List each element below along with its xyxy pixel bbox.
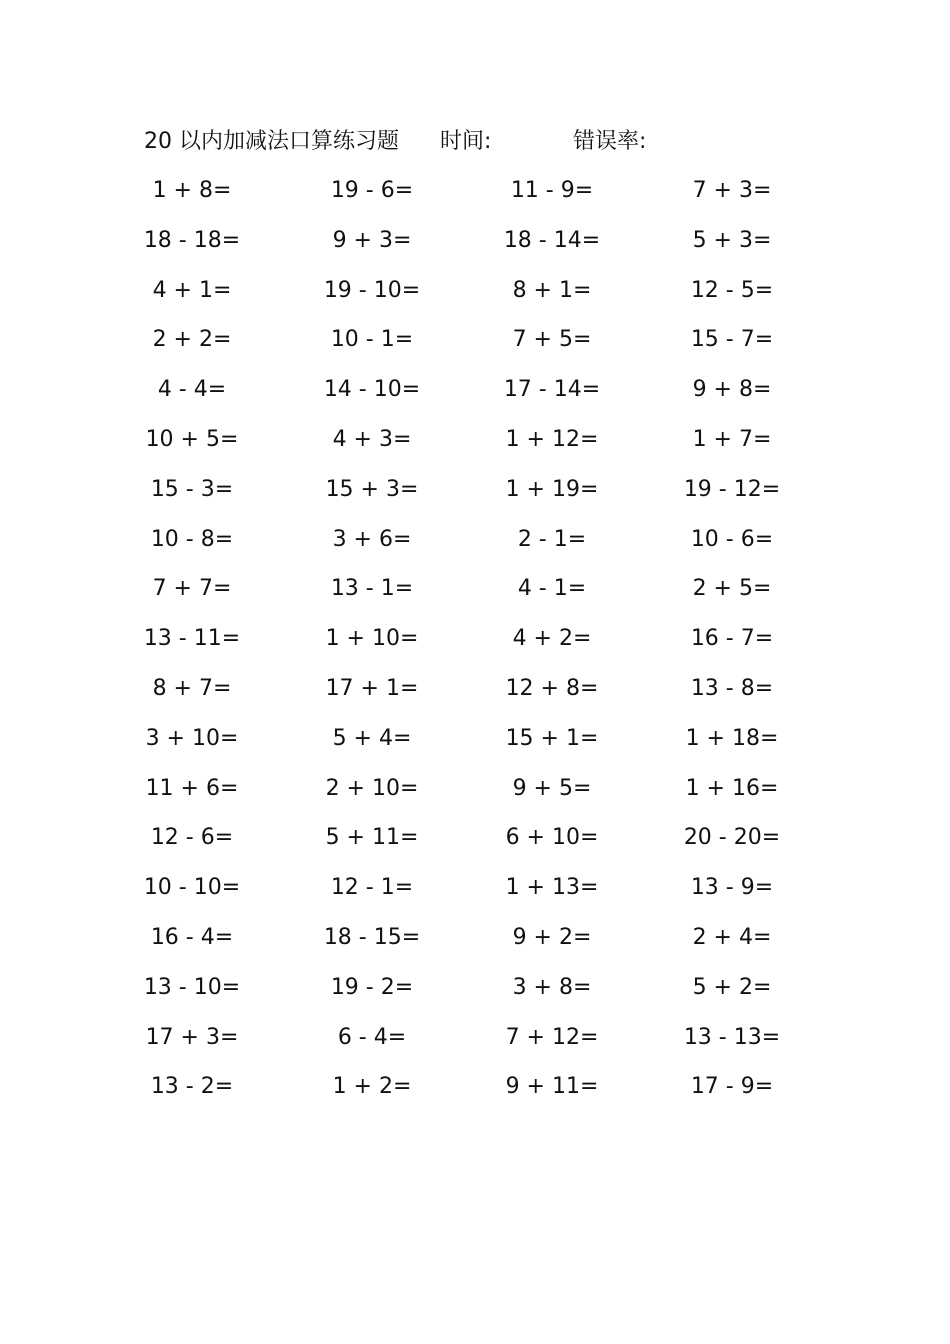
problem-item: 19 - 10=	[323, 278, 421, 303]
problem-item: 4 + 2=	[512, 626, 592, 651]
problem-item: 19 - 2=	[330, 975, 414, 1000]
problem-item: 2 + 2=	[152, 327, 232, 352]
problem-item: 19 - 12=	[683, 477, 781, 502]
worksheet-title: 20 以内加减法口算练习题	[144, 129, 399, 154]
problem-item: 2 + 10=	[325, 776, 419, 801]
problem-item: 17 - 14=	[503, 377, 601, 402]
problem-item: 1 + 18=	[685, 726, 779, 751]
problem-item: 13 - 1=	[330, 576, 414, 601]
problem-item: 15 + 1=	[505, 726, 599, 751]
problem-item: 11 + 6=	[145, 776, 239, 801]
problem-item: 1 + 7=	[692, 427, 772, 452]
problem-item: 19 - 6=	[330, 178, 414, 203]
problem-item: 4 + 1=	[152, 278, 232, 303]
problem-item: 9 + 5=	[512, 776, 592, 801]
problem-item: 13 - 10=	[143, 975, 241, 1000]
problem-item: 15 - 3=	[150, 477, 234, 502]
problem-item: 12 - 1=	[330, 875, 414, 900]
problem-item: 4 - 1=	[517, 576, 587, 601]
problem-item: 13 - 13=	[683, 1025, 781, 1050]
problem-item: 4 - 4=	[157, 377, 227, 402]
problem-item: 16 - 4=	[150, 925, 234, 950]
problem-item: 6 + 10=	[505, 825, 599, 850]
problem-item: 10 - 10=	[143, 875, 241, 900]
problem-item: 12 + 8=	[505, 676, 599, 701]
error-rate-label: 错误率:	[573, 129, 647, 154]
problem-item: 9 + 3=	[332, 228, 412, 253]
problem-item: 13 - 9=	[690, 875, 774, 900]
problem-item: 9 + 2=	[512, 925, 592, 950]
problem-item: 2 - 1=	[517, 527, 587, 552]
problem-item: 1 + 19=	[505, 477, 599, 502]
problem-item: 18 - 15=	[323, 925, 421, 950]
problem-item: 8 + 1=	[512, 278, 592, 303]
problem-item: 20 - 20=	[683, 825, 781, 850]
problem-item: 18 - 18=	[143, 228, 241, 253]
problem-item: 16 - 7=	[690, 626, 774, 651]
problem-item: 1 + 10=	[325, 626, 419, 651]
problem-item: 11 - 9=	[510, 178, 594, 203]
problem-item: 9 + 8=	[692, 377, 772, 402]
problem-item: 7 + 7=	[152, 576, 232, 601]
problem-item: 2 + 4=	[692, 925, 772, 950]
problem-item: 2 + 5=	[692, 576, 772, 601]
problem-item: 13 - 8=	[690, 676, 774, 701]
problem-item: 15 - 7=	[690, 327, 774, 352]
problem-item: 9 + 11=	[505, 1074, 599, 1099]
problem-item: 7 + 5=	[512, 327, 592, 352]
problem-item: 18 - 14=	[503, 228, 601, 253]
problem-item: 13 - 11=	[143, 626, 241, 651]
problem-item: 15 + 3=	[325, 477, 419, 502]
problem-item: 5 + 11=	[325, 825, 419, 850]
problem-item: 6 - 4=	[337, 1025, 407, 1050]
problem-item: 5 + 3=	[692, 228, 772, 253]
problem-item: 7 + 12=	[505, 1025, 599, 1050]
time-label: 时间:	[440, 129, 492, 154]
problem-item: 12 - 6=	[150, 825, 234, 850]
problem-item: 17 + 1=	[325, 676, 419, 701]
problem-item: 3 + 10=	[145, 726, 239, 751]
problem-item: 13 - 2=	[150, 1074, 234, 1099]
problem-item: 1 + 2=	[332, 1074, 412, 1099]
problem-item: 8 + 7=	[152, 676, 232, 701]
problem-item: 10 + 5=	[145, 427, 239, 452]
problem-item: 1 + 16=	[685, 776, 779, 801]
problem-item: 5 + 4=	[332, 726, 412, 751]
problem-item: 1 + 13=	[505, 875, 599, 900]
problem-item: 7 + 3=	[692, 178, 772, 203]
problem-item: 4 + 3=	[332, 427, 412, 452]
problem-item: 1 + 12=	[505, 427, 599, 452]
problem-item: 12 - 5=	[690, 278, 774, 303]
problem-item: 17 + 3=	[145, 1025, 239, 1050]
problem-item: 17 - 9=	[690, 1074, 774, 1099]
problem-item: 3 + 6=	[332, 527, 412, 552]
problem-item: 10 - 1=	[330, 327, 414, 352]
problem-item: 1 + 8=	[152, 178, 232, 203]
problem-item: 14 - 10=	[323, 377, 421, 402]
problem-item: 3 + 8=	[512, 975, 592, 1000]
problem-item: 5 + 2=	[692, 975, 772, 1000]
problem-item: 10 - 6=	[690, 527, 774, 552]
problem-item: 10 - 8=	[150, 527, 234, 552]
